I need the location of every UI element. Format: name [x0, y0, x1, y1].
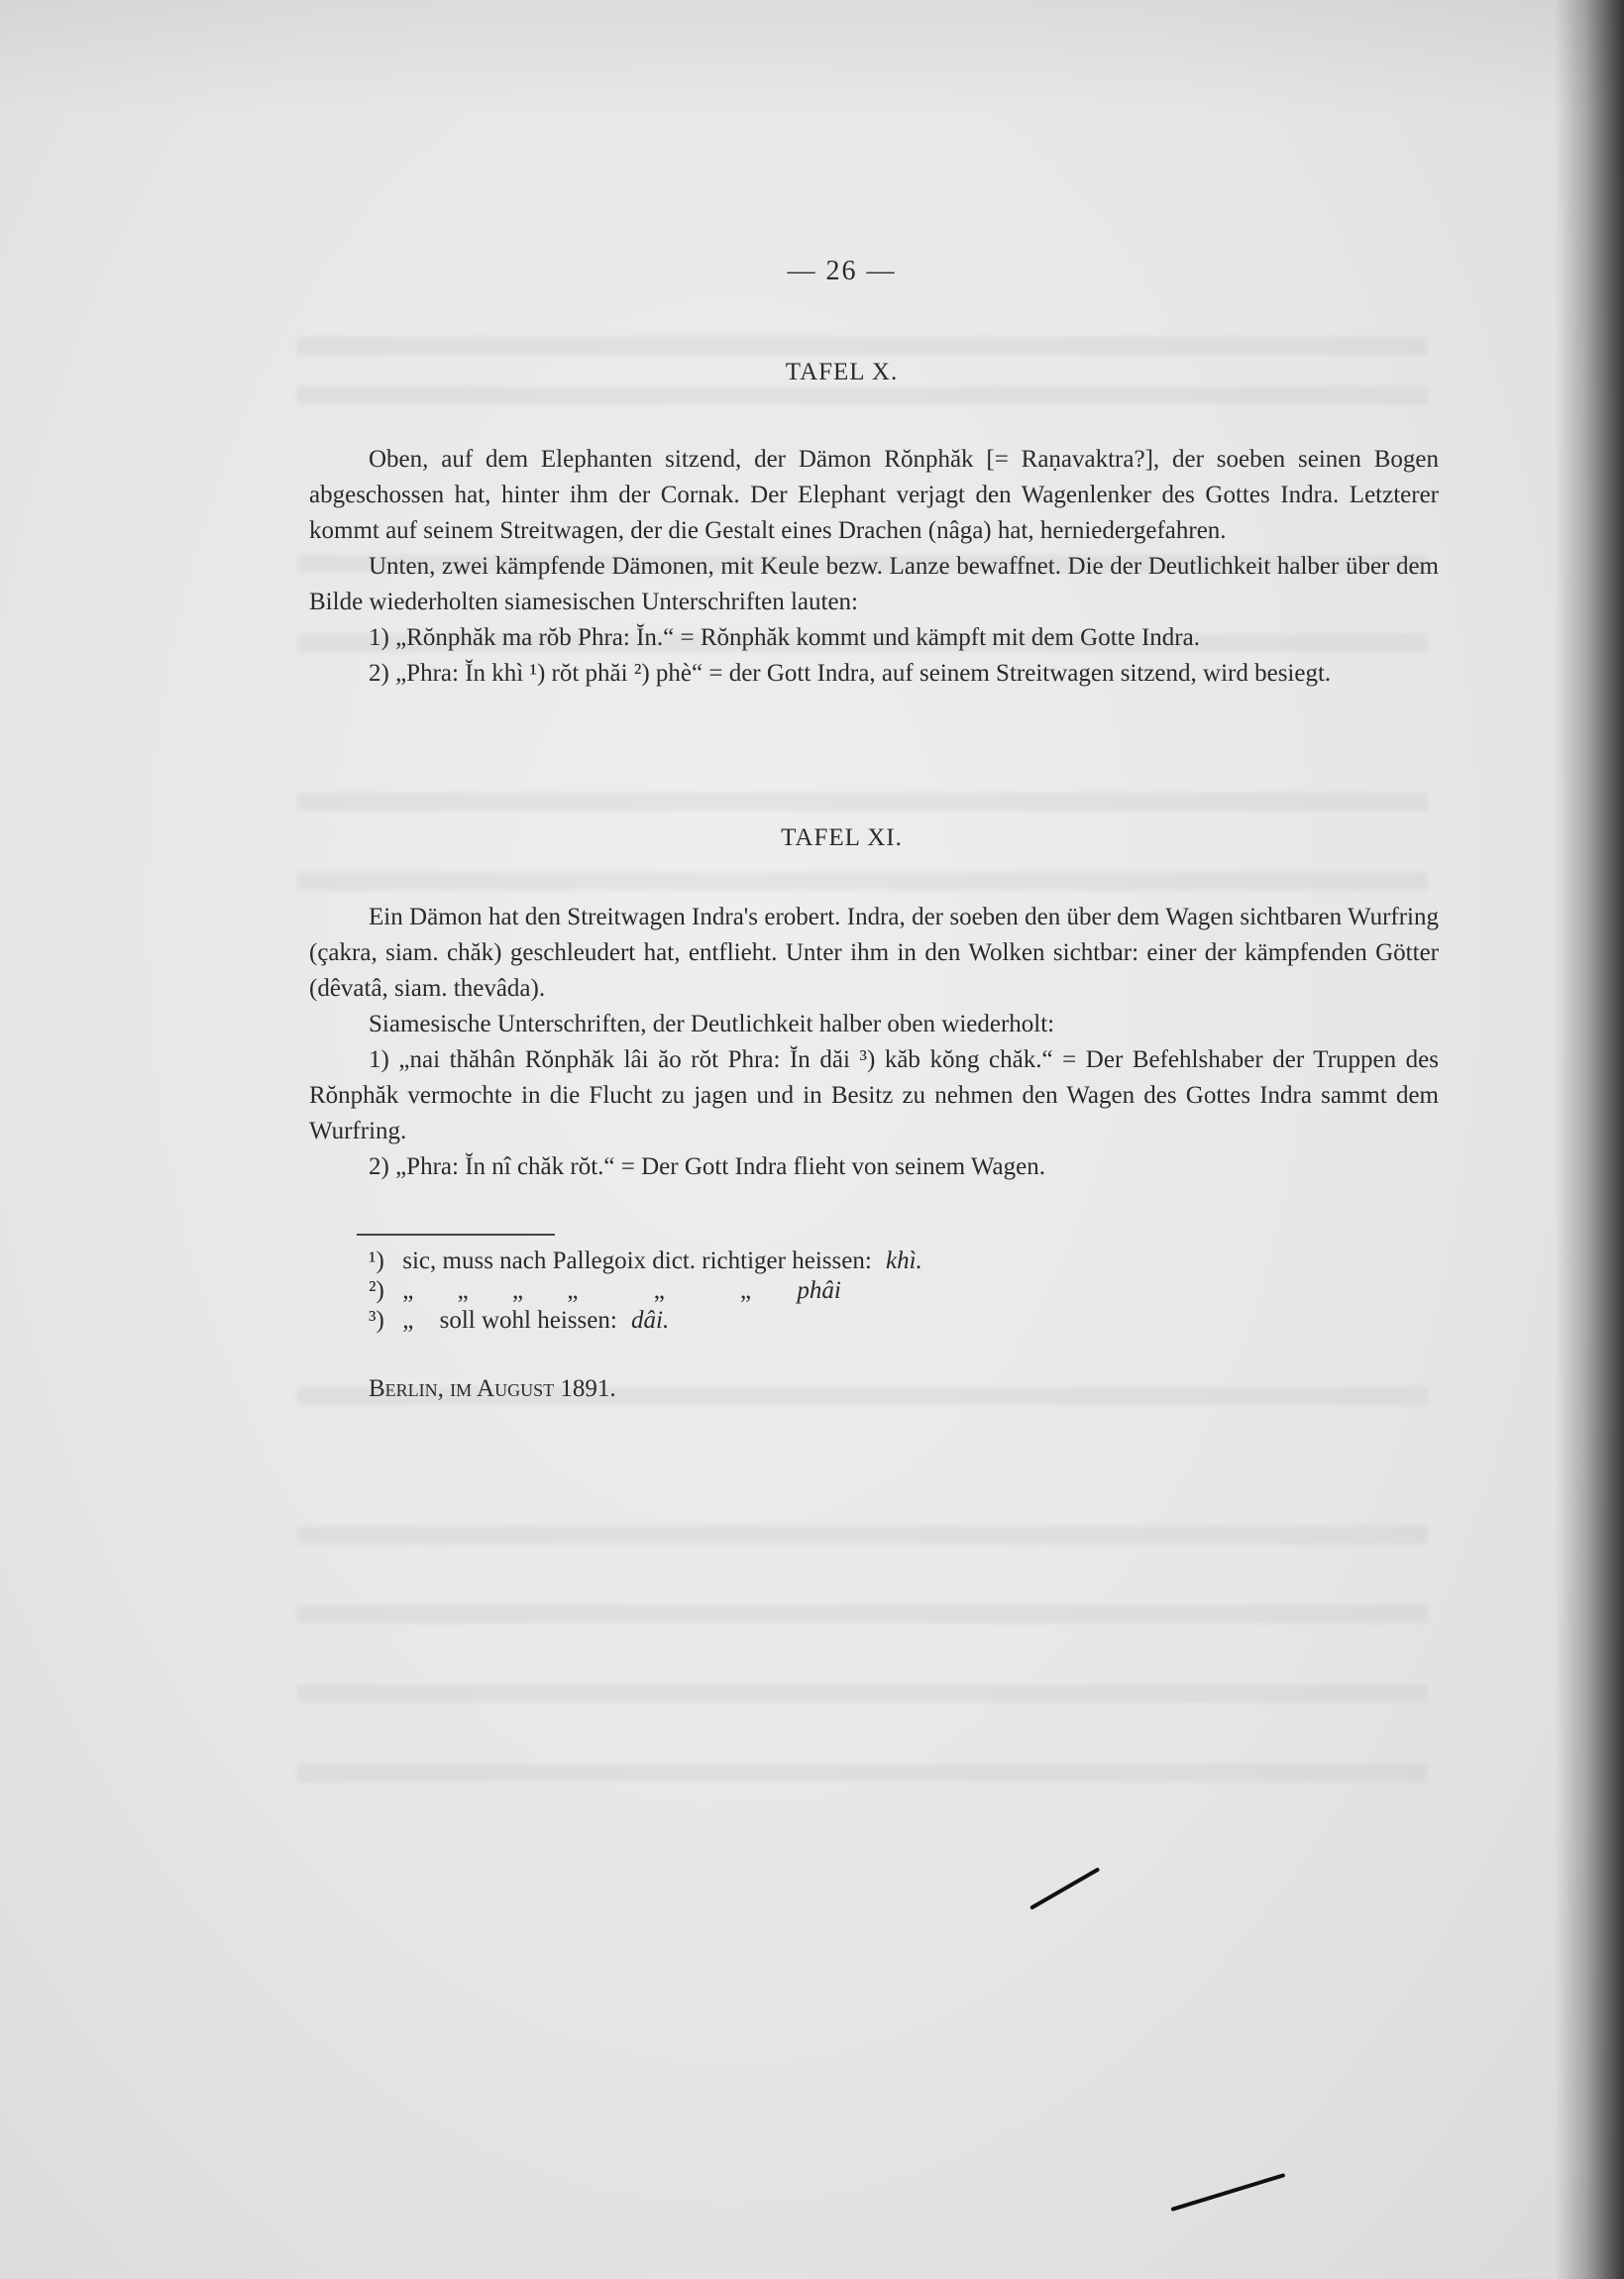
- paragraph: Unten, zwei kämpfende Dämonen, mit Keule bezw. Lanze bewaffnet. Die der Deutlichkeit halber über dem Bilde wiederholten siamesischen Unterschriften lauten:: [309, 553, 1439, 615]
- pen-mark: [1170, 2173, 1285, 2212]
- footnote-term: khì.: [886, 1248, 922, 1274]
- ditto-mark: „: [402, 1277, 414, 1304]
- section-body-tafel-x: [309, 442, 1439, 692]
- pen-mark: [1029, 1867, 1100, 1909]
- show-through-line: [297, 1526, 1427, 1544]
- dateline-text: Berlin, im August 1891.: [369, 1375, 616, 1402]
- show-through-line: [297, 337, 1427, 355]
- paragraph: Oben, auf dem Elephanten sitzend, der Dämon Rŏnphăk [= Raṇavaktra?], der soeben seinen Bogen abgeschossen hat, hinter ihm der Cornak. Der Elephant verjagt den Wagenlenker des Gottes Indra. Letzterer kommt auf seinem Streitwagen, der die Gestalt eines Drachen (nâga) hat, herniedergefahren.: [309, 446, 1439, 544]
- section-heading-tafel-xi: TAFEL XI.: [781, 824, 903, 851]
- show-through-line: [297, 386, 1427, 404]
- show-through-line: [297, 872, 1427, 890]
- footnotes: [369, 1247, 1161, 1336]
- paragraph: Siamesische Unterschriften, der Deutlichkeit halber oben wiederholt:: [369, 1011, 1055, 1037]
- ditto-mark: „: [567, 1277, 579, 1304]
- ditto-mark: „: [402, 1307, 414, 1334]
- footnote-1: [369, 1247, 1161, 1276]
- footnote-text: sic, muss nach Pallegoix dict. richtiger heissen:: [402, 1248, 872, 1274]
- dateline: [369, 1375, 616, 1403]
- show-through-line: [297, 1605, 1427, 1623]
- ditto-mark: „: [740, 1277, 752, 1304]
- caption-item-2: 2) „Phra: Ĭn khì ¹) rŏt phăi ²) phè“ = der Gott Indra, auf seinem Streitwagen sitzend, wird besiegt.: [369, 660, 1332, 687]
- footnote-term: phâi: [797, 1277, 841, 1304]
- scan-shadow-top: [0, 0, 1624, 119]
- footnote-3: [369, 1306, 1161, 1336]
- show-through-line: [297, 1684, 1427, 1702]
- footnote-mark: ²): [369, 1277, 384, 1304]
- caption-item-1: 1) „nai thăhân Rŏnphăk lâi ăo rŏt Phra: Ĭn dăi ³) kăb kŏng chăk.“ = Der Befehlshaber der Truppen des Rŏnphăk vermochte in die Flucht zu jagen und in Besitz zu nehmen den Wagen des Gottes Indra sammt dem Wurfring.: [309, 1046, 1439, 1144]
- footnote-mark: ³): [369, 1307, 384, 1334]
- page-number: — 26 —: [787, 256, 897, 286]
- caption-item-1: 1) „Rŏnphăk ma rŏb Phra: Ĭn.“ = Rŏnphăk kommt und kämpft mit dem Gotte Indra.: [369, 624, 1200, 651]
- show-through-line: [297, 793, 1427, 811]
- footnote-mark: ¹): [369, 1248, 384, 1274]
- ditto-mark: „: [457, 1277, 469, 1304]
- show-through-line: [297, 1764, 1427, 1782]
- footnote-separator: [357, 1234, 555, 1236]
- ditto-mark: „: [511, 1277, 524, 1304]
- caption-item-2: 2) „Phra: Ĭn nî chăk rŏt.“ = Der Gott Indra flieht von seinem Wagen.: [369, 1153, 1045, 1180]
- paragraph: Ein Dämon hat den Streitwagen Indra's erobert. Indra, der soeben den über dem Wagen sichtbaren Wurfring (çakra, siam. chăk) geschleudert hat, entflieht. Unter ihm in den Wolken sichtbar: einer der kämpfenden Götter (dêvatâ, siam. thevâda).: [309, 904, 1439, 1002]
- footnote-text: soll wohl heissen:: [439, 1307, 617, 1334]
- footnote-term: dâi.: [631, 1307, 670, 1334]
- section-heading-tafel-x: TAFEL X.: [785, 359, 899, 385]
- footnote-2: [369, 1276, 1161, 1306]
- scan-shadow-right-edge: [1555, 0, 1624, 2279]
- section-body-tafel-xi: [309, 900, 1439, 1185]
- ditto-mark: „: [653, 1277, 665, 1304]
